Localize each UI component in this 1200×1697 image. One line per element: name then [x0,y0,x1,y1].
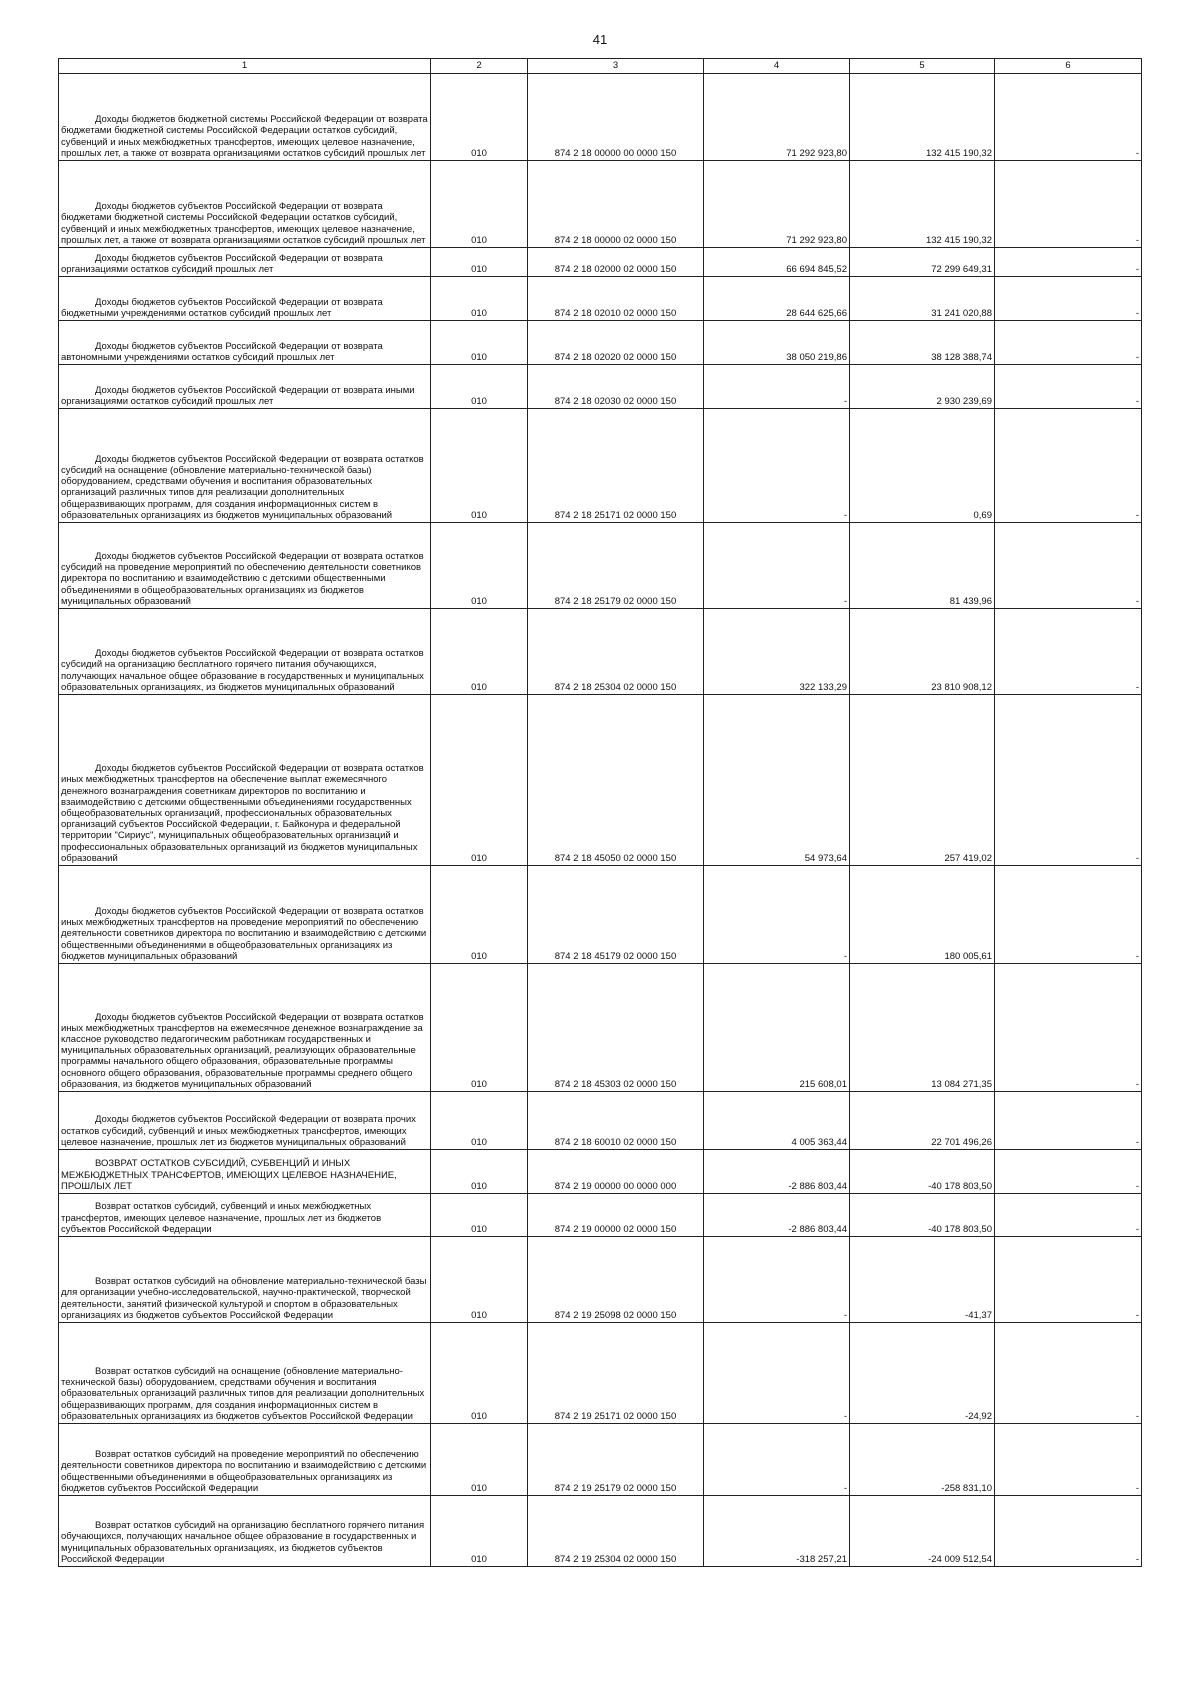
row-budget-code: 874 2 18 00000 00 0000 150 [528,74,704,161]
row-line-code: 010 [431,964,528,1092]
column-header-1: 1 [59,59,431,74]
row-value-col5: 180 005,61 [850,866,995,964]
row-value-col4: 28 644 625,66 [704,277,850,321]
column-header-5: 5 [850,59,995,74]
row-value-col6: - [995,1237,1142,1323]
row-value-col6: - [995,321,1142,365]
table-row [59,866,1142,964]
row-budget-code: 874 2 18 02000 02 0000 150 [528,248,704,277]
row-value-col6: - [995,365,1142,409]
row-line-code: 010 [431,161,528,248]
row-name-text: Доходы бюджетов субъектов Российской Федерации от возврата остатков субсидий на проведение мероприятий по обеспечению деятельности советников директора по воспитанию и взаимодействию с детскими общественными объединениями в общеобразовательных организациях из бюджетов муниципальных образований [61,550,424,607]
row-value-col6: - [995,161,1142,248]
row-value-col6: - [995,1150,1142,1194]
row-value-col4: 215 608,01 [704,964,850,1092]
row-value-col6: - [995,1323,1142,1424]
table-row [59,695,1142,866]
row-line-code: 010 [431,523,528,609]
row-value-col5: -24,92 [850,1323,995,1424]
table-row [59,523,1142,609]
table-row [59,248,1142,277]
row-line-code: 010 [431,609,528,695]
row-budget-code: 874 2 18 60010 02 0000 150 [528,1092,704,1150]
row-budget-code: 874 2 18 25179 02 0000 150 [528,523,704,609]
row-name [59,277,431,321]
row-value-col6: - [995,1424,1142,1496]
table-body [59,74,1142,1567]
row-value-col5: -258 831,10 [850,1424,995,1496]
row-value-col6: - [995,866,1142,964]
row-value-col5: 257 419,02 [850,695,995,866]
row-line-code: 010 [431,321,528,365]
table-row [59,74,1142,161]
table-row [59,1237,1142,1323]
row-value-col4: - [704,365,850,409]
row-value-col5: 81 439,96 [850,523,995,609]
row-name-text: Доходы бюджетов субъектов Российской Федерации от возврата бюджетными учреждениями остатков субсидий прошлых лет [61,296,383,319]
row-name-text: Доходы бюджетов субъектов Российской Федерации от возврата бюджетами бюджетной системы Российской Федерации остатков субсидий, субвенций и иных межбюджетных трансфертов, имеющих целевое назначение, прошлых лет, а также от возврата организациями остатков субсидий прошлых лет [61,201,426,246]
row-line-code: 010 [431,74,528,161]
row-name-text: ВОЗВРАТ ОСТАТКОВ СУБСИДИЙ, СУБВЕНЦИЙ И ИНЫХ МЕЖБЮДЖЕТНЫХ ТРАНСФЕРТОВ, ИМЕЮЩИХ ЦЕЛЕВОЕ НАЗНАЧЕНИЕ, ПРОШЛЫХ ЛЕТ [61,1158,397,1192]
table-row [59,1496,1142,1567]
row-value-col5: -40 178 803,50 [850,1150,995,1194]
row-name [59,1496,431,1567]
row-budget-code: 874 2 19 00000 00 0000 000 [528,1150,704,1194]
row-name [59,161,431,248]
row-budget-code: 874 2 18 25304 02 0000 150 [528,609,704,695]
page-number: 41 [592,32,608,47]
row-budget-code: 874 2 18 45050 02 0000 150 [528,695,704,866]
row-budget-code: 874 2 18 25171 02 0000 150 [528,409,704,523]
row-value-col6: - [995,277,1142,321]
row-value-col5: 38 128 388,74 [850,321,995,365]
row-budget-code: 874 2 18 45179 02 0000 150 [528,866,704,964]
row-line-code: 010 [431,365,528,409]
row-value-col4: -2 886 803,44 [704,1194,850,1237]
row-value-col5: 132 415 190,32 [850,161,995,248]
row-name-text: Доходы бюджетов субъектов Российской Федерации от возврата остатков иных межбюджетных трансфертов на проведение мероприятий по обеспечению деятельности советников директора по воспитанию и взаимодействию с детскими общественными объединениями в общеобразовательных организациях из бюджетов муниципальных образований [61,905,427,962]
table-row [59,409,1142,523]
row-value-col6: - [995,523,1142,609]
table-row [59,277,1142,321]
row-name-text: Доходы бюджетов субъектов Российской Федерации от возврата остатков субсидий на оснащение (обновление материально-технической базы) оборудованием, средствами обучения и воспитания образовательных организаций различных типов для реализации дополнительных общеразвивающих программ, для создания информационных систем в образовательных организациях из бюджетов муниципальных образований [61,453,424,521]
row-name [59,1194,431,1237]
report-table [58,58,1142,1567]
row-value-col6: - [995,609,1142,695]
row-name-text: Доходы бюджетов субъектов Российской Федерации от возврата остатков иных межбюджетных трансфертов на обеспечение выплат ежемесячного денежного вознаграждения советникам директоров по воспитанию и взаимодействию с детскими общественными объединениями государственных общеобразовательных организаций, профессиональных образовательных организаций субъектов Российской Федерации, г. Байконура и федеральной территории "Сириус", муниципальных общеобразовательных организаций и профессиональных образовательных организаций из бюджетов муниципальных образований [61,763,424,864]
row-value-col5: -24 009 512,54 [850,1496,995,1567]
column-header-2: 2 [431,59,528,74]
row-value-col6: - [995,1194,1142,1237]
table-row [59,365,1142,409]
row-name-text: Доходы бюджетов субъектов Российской Федерации от возврата прочих остатков субсидий, субвенций и иных межбюджетных трансфертов, имеющих целевое назначение, прошлых лет из бюджетов муниципальных образований [61,1114,416,1148]
row-name [59,248,431,277]
row-value-col6: - [995,409,1142,523]
table-row [59,1194,1142,1237]
row-value-col4: 322 133,29 [704,609,850,695]
row-value-col5: 132 415 190,32 [850,74,995,161]
row-value-col5: -41,37 [850,1237,995,1323]
row-name-text: Возврат остатков субсидий, субвенций и иных межбюджетных трансфертов, имеющих целевое назначение, прошлых лет из бюджетов субъектов Российской Федерации [61,1201,382,1235]
row-budget-code: 874 2 19 25179 02 0000 150 [528,1424,704,1496]
row-value-col4: -2 886 803,44 [704,1150,850,1194]
row-name-text: Возврат остатков субсидий на организацию бесплатного горячего питания обучающихся, получающих начальное общее образование в государственных и муниципальных образовательных организациях, из бюджетов субъектов Российской Федерации [61,1520,425,1565]
row-line-code: 010 [431,695,528,866]
table-row [59,161,1142,248]
row-name [59,964,431,1092]
row-value-col4: 71 292 923,80 [704,74,850,161]
row-name [59,866,431,964]
row-name-text: Доходы бюджетов субъектов Российской Федерации от возврата организациями остатков субсидий прошлых лет [61,252,383,275]
row-name [59,74,431,161]
row-value-col6: - [995,248,1142,277]
row-name [59,409,431,523]
row-name [59,1323,431,1424]
row-budget-code: 874 2 18 00000 02 0000 150 [528,161,704,248]
row-budget-code: 874 2 18 02020 02 0000 150 [528,321,704,365]
row-budget-code: 874 2 18 02010 02 0000 150 [528,277,704,321]
row-name [59,321,431,365]
row-name-text: Доходы бюджетов субъектов Российской Федерации от возврата автономными учреждениями остатков субсидий прошлых лет [61,340,383,363]
row-value-col4: 66 694 845,52 [704,248,850,277]
row-value-col4: - [704,1237,850,1323]
row-line-code: 010 [431,866,528,964]
row-line-code: 010 [431,409,528,523]
row-line-code: 010 [431,1150,528,1194]
row-line-code: 010 [431,1092,528,1150]
row-value-col5: 13 084 271,35 [850,964,995,1092]
row-name-text: Возврат остатков субсидий на оснащение (обновление материально-технической базы) оборудованием, средствами обучения и воспитания образовательных организаций различных типов для реализации дополнительных общеразвивающих программ, для создания информационных систем в образовательных организациях из бюджетов субъектов Российской Федерации [61,1365,425,1422]
row-value-col5: 22 701 496,26 [850,1092,995,1150]
row-name [59,1092,431,1150]
table-row [59,1323,1142,1424]
row-line-code: 010 [431,248,528,277]
row-value-col6: - [995,695,1142,866]
row-value-col4: - [704,409,850,523]
row-value-col6: - [995,74,1142,161]
row-name-text: Доходы бюджетов субъектов Российской Федерации от возврата остатков субсидий на организацию бесплатного горячего питания обучающихся, получающих начальное общее образование в государственных и муниципальных образовательных организациях, из бюджетов муниципальных образований [61,648,424,693]
row-value-col4: - [704,523,850,609]
row-value-col4: - [704,866,850,964]
row-value-col5: 31 241 020,88 [850,277,995,321]
row-name [59,609,431,695]
row-value-col6: - [995,1496,1142,1567]
row-name [59,365,431,409]
row-line-code: 010 [431,1194,528,1237]
column-header-3: 3 [528,59,704,74]
row-name [59,1424,431,1496]
row-name-text: Возврат остатков субсидий на проведение мероприятий по обеспечению деятельности советников директора по воспитанию и взаимодействию с детскими общественными объединениями в общеобразовательных организациях из бюджетов субъектов Российской Федерации [61,1449,427,1494]
row-value-col6: - [995,964,1142,1092]
row-value-col4: 71 292 923,80 [704,161,850,248]
table-row [59,1092,1142,1150]
row-value-col5: 23 810 908,12 [850,609,995,695]
row-value-col6: - [995,1092,1142,1150]
table-row [59,1150,1142,1194]
row-budget-code: 874 2 19 25171 02 0000 150 [528,1323,704,1424]
row-value-col4: - [704,1323,850,1424]
row-name [59,695,431,866]
row-line-code: 010 [431,1237,528,1323]
row-value-col4: - [704,1424,850,1496]
row-value-col5: 0,69 [850,409,995,523]
row-value-col4: 38 050 219,86 [704,321,850,365]
column-number-row [59,59,1142,74]
row-name-text: Доходы бюджетов субъектов Российской Федерации от возврата иными организациями остатков субсидий прошлых лет [61,384,415,407]
row-value-col4: -318 257,21 [704,1496,850,1567]
table-row [59,321,1142,365]
column-header-4: 4 [704,59,850,74]
row-line-code: 010 [431,1496,528,1567]
row-name-text: Возврат остатков субсидий на обновление материально-технической базы для организации учебно-исследовательской, научно-практической, творческой деятельности, занятий физической культурой и спортом в образовательных организациях из бюджетов субъектов Российской Федерации [61,1276,427,1321]
column-header-6: 6 [995,59,1142,74]
row-value-col4: 4 005 363,44 [704,1092,850,1150]
row-value-col4: 54 973,64 [704,695,850,866]
row-name [59,1150,431,1194]
row-budget-code: 874 2 18 45303 02 0000 150 [528,964,704,1092]
row-value-col5: -40 178 803,50 [850,1194,995,1237]
table-row [59,1424,1142,1496]
row-name-text: Доходы бюджетов субъектов Российской Федерации от возврата остатков иных межбюджетных трансфертов на ежемесячное денежное вознаграждение за классное руководство педагогическим работникам государственных и муниципальных образовательных организаций, реализующих образовательные программы начального общего образования, образовательные программы основного общего образования, образовательные программы среднего общего образования, из бюджетов муниципальных образований [61,1011,424,1090]
row-budget-code: 874 2 19 00000 02 0000 150 [528,1194,704,1237]
table-row [59,964,1142,1092]
row-budget-code: 874 2 19 25304 02 0000 150 [528,1496,704,1567]
row-value-col5: 72 299 649,31 [850,248,995,277]
row-line-code: 010 [431,277,528,321]
row-name [59,1237,431,1323]
row-budget-code: 874 2 18 02030 02 0000 150 [528,365,704,409]
row-name [59,523,431,609]
row-name-text: Доходы бюджетов бюджетной системы Российской Федерации от возврата бюджетами бюджетной системы Российской Федерации остатков субсидий, субвенций и иных межбюджетных трансфертов, имеющих целевое назначение, прошлых лет, а также от возврата организациями остатков субсидий прошлых лет [61,114,428,159]
row-line-code: 010 [431,1323,528,1424]
row-value-col5: 2 930 239,69 [850,365,995,409]
row-line-code: 010 [431,1424,528,1496]
table-row [59,609,1142,695]
row-budget-code: 874 2 19 25098 02 0000 150 [528,1237,704,1323]
